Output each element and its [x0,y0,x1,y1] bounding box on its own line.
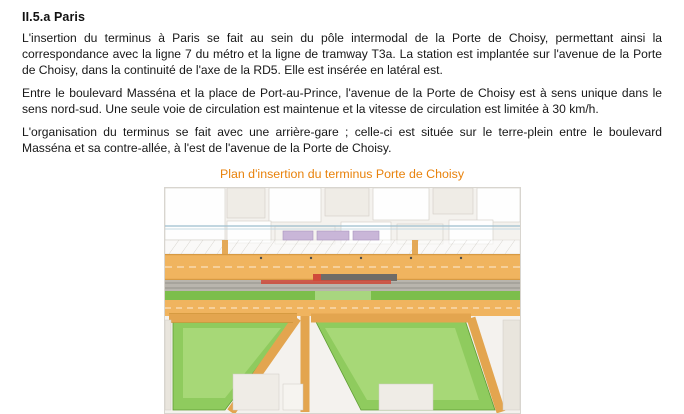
figure-container [22,187,662,414]
paragraph-1: L'insertion du terminus à Paris se fait au sein du pôle intermodal de la Porte de Choisy, permettant ainsi la correspondance avec la ligne 7 du métro et la ligne de tramway T3a. La station est implantée sur l'avenue de la Porte de Choisy, dans la continuité de l'axe de la RD5. Elle est insérée en latéral est. [22,31,662,78]
paragraph-3: L'organisation du terminus se fait avec une arrière-gare ; celle-ci est située sur le terre-plein entre le boulevard Masséna et sa contre-allée, à l'est de l'avenue de la Porte de Choisy. [22,125,662,156]
paragraph-2: Entre le boulevard Masséna et la place de Port-au-Prince, l'avenue de la Porte de Choisy est à sens unique dans le sens nord-sud. Une seule voie de circulation est maintenue et la vitesse de circulation est limitée à 30 km/h. [22,86,662,117]
plan-insertion-terminus-porte-de-choisy [164,187,521,414]
map-hatch-strip [165,240,520,254]
map-green-spaces [165,291,520,300]
map-platforms [283,231,379,240]
page-title: II.5.a Paris [22,10,86,24]
figure-caption: Plan d'insertion du terminus Porte de Choisy [219,166,465,181]
map-graphic [165,188,520,413]
